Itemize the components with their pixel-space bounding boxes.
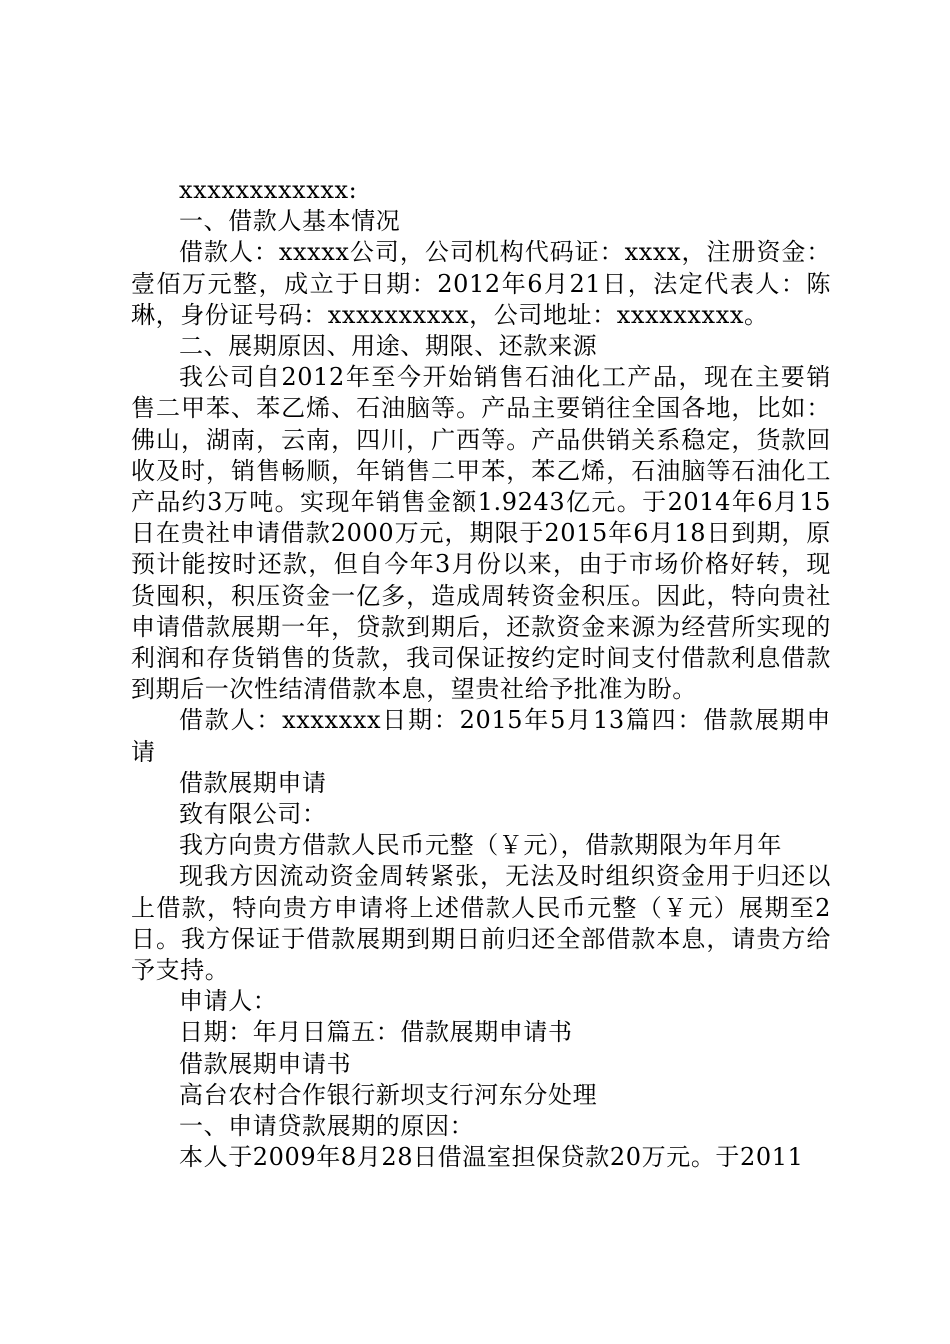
heading-extension-application-letter: 借款展期申请书 [179, 1049, 352, 1078]
paragraph-extension-request: 现我方因流动资金周转紧张，无法及时组织资金用于归还以上借款，特向贵方申请将上述借款人民币元整（￥元）展期至2日。我方保证于借款展期到期日前归还全部借款本息，请贵方给予支持。 [131, 862, 831, 985]
paragraph-recipient: 致有限公司： [179, 800, 327, 829]
heading-extension-application: 借款展期申请 [179, 768, 327, 797]
paragraph-loan-statement: 我方向贵方借款人民币元整（￥元），借款期限为年月年 [179, 831, 782, 860]
paragraph-extension-reasons: 我公司自2012年至今开始销售石油化工产品，现在主要销售二甲苯、苯乙烯、石油脑等。产品主要销往全国各地，比如：佛山，湖南，云南，四川，广西等。产品供销关系稳定，货款回收及时，销售畅顺，年销售二甲苯，苯乙烯，石油脑等石油化工产品约3万吨。实现年销售金额1.9243亿元。于2014年6月15日在贵社申请借款2000万元，期限于2015年6月18日到期，原预计能按时还款，但自今年3月份以来，由于市场价格好转，现货囤积，积压资金一亿多，造成周转资金积压。因此，特向贵社申请借款展期一年，贷款到期后，还款资金来源为经营所实现的利润和存货销售的货款，我司保证按约定时间支付借款利息借款到期后一次性结清借款本息，望贵社给予批准为盼。 [131, 363, 831, 704]
section-heading-application-reasons: 一、申请贷款展期的原因： [179, 1112, 475, 1141]
paragraph-applicant: 申请人： [179, 987, 278, 1016]
paragraph-date-and-next-heading: 日期：年月日篇五：借款展期申请书 [179, 1018, 573, 1047]
section-heading-borrower-info: 一、借款人基本情况 [179, 207, 401, 236]
paragraph-borrower-info: 借款人：xxxxx公司，公司机构代码证：xxxx，注册资金：壹佰万元整，成立于日期：2012年6月21日，法定代表人：陈琳，身份证号码：xxxxxxxxxx，公司地址：xxxxxxxxx。 [131, 238, 831, 329]
salutation: xxxxxxxxxxxx: [179, 176, 358, 204]
paragraph-loan-history: 本人于2009年8月28日借温室担保贷款20万元。于2011 [179, 1143, 804, 1172]
paragraph-signature-and-next-heading: 借款人：xxxxxxx日期：2015年5月13篇四：借款展期申请 [131, 706, 831, 766]
section-heading-extension-reasons: 二、展期原因、用途、期限、还款来源 [179, 332, 598, 361]
paragraph-bank-branch: 高台农村合作银行新坝支行河东分处理 [179, 1080, 598, 1109]
document-body [131, 175, 831, 1174]
